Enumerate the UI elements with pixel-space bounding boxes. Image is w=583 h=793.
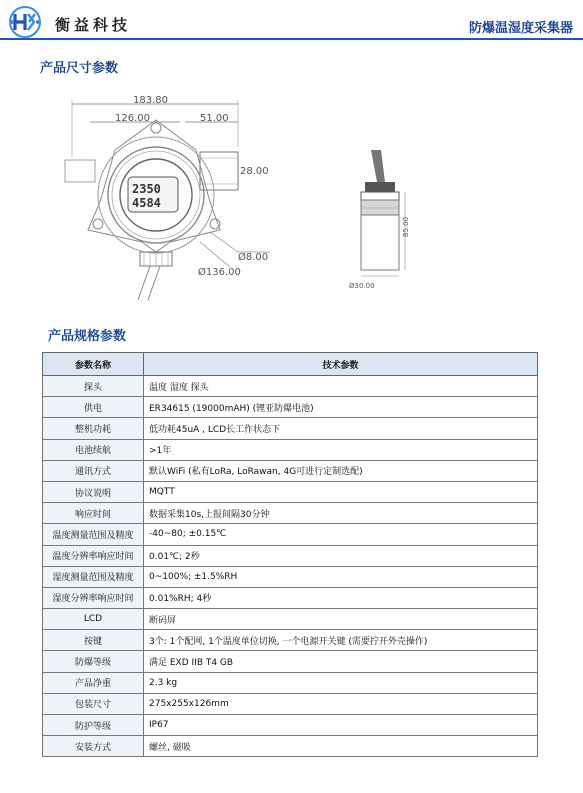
- spec-value: 0~100%; ±1.5%RH: [144, 566, 538, 587]
- table-row: [43, 736, 538, 757]
- table-row: [43, 693, 538, 714]
- spec-name: 协议说明: [43, 481, 144, 502]
- spec-value: >1年: [144, 439, 538, 460]
- spec-value: 数据采集10s,上报间隔30分钟: [144, 503, 538, 524]
- table-row: [43, 376, 538, 397]
- spec-value: 0.01%RH; 4秒: [144, 587, 538, 608]
- table-row: [43, 481, 538, 502]
- spec-value: 3个: 1个配网, 1个温度单位切换, 一个电源开关键 (需要拧开外壳操作): [144, 630, 538, 651]
- spec-value: MQTT: [144, 481, 538, 502]
- spec-value: 螺丝, 磁吸: [144, 736, 538, 757]
- page-header: [0, 0, 583, 40]
- spec-value: IP67: [144, 715, 538, 736]
- lcd-line-1: 2350: [132, 182, 161, 196]
- spec-name: 供电: [43, 397, 144, 418]
- spec-value: 默认WiFi (私有LoRa, LoRawan, 4G可进行定制选配): [144, 460, 538, 481]
- table-row: [43, 524, 538, 545]
- dim-side-height: 85.00: [402, 216, 410, 237]
- table-row: [43, 460, 538, 481]
- document-title: 防爆温湿度采集器: [468, 21, 573, 36]
- spec-name: 防护等级: [43, 715, 144, 736]
- side-view-drawing: [345, 142, 445, 302]
- spec-value: ER34615 (19000mAH) (锂亚防爆电池): [144, 397, 538, 418]
- table-row: [43, 397, 538, 418]
- spec-value: 0.01℃; 2秒: [144, 545, 538, 566]
- table-row: [43, 715, 538, 736]
- front-view-drawing: [60, 92, 320, 302]
- table-row: [43, 545, 538, 566]
- spec-name: 响应时间: [43, 503, 144, 524]
- spec-name: 产品净重: [43, 672, 144, 693]
- table-row: [43, 587, 538, 608]
- dim-probe-height: 28.00: [240, 166, 269, 177]
- spec-table-header: [43, 353, 538, 376]
- spec-name: 包装尺寸: [43, 693, 144, 714]
- section-title-spec: 产品规格参数: [48, 329, 127, 344]
- spec-name: 通讯方式: [43, 460, 144, 481]
- spec-value: 2.3 kg: [144, 672, 538, 693]
- spec-table: [42, 352, 538, 757]
- dim-total-width: 183.80: [133, 95, 168, 106]
- spec-value: 275x255x126mm: [144, 693, 538, 714]
- table-row: [43, 672, 538, 693]
- spec-name: 温度分辨率响应时间: [43, 545, 144, 566]
- table-row: [43, 630, 538, 651]
- header-param-value: 技术参数: [144, 353, 538, 376]
- dim-body-dia: Ø136.00: [198, 267, 241, 278]
- dim-side-dia: Ø30.00: [349, 282, 375, 290]
- spec-name: 按键: [43, 630, 144, 651]
- dim-body-width: 126.00: [115, 113, 150, 124]
- spec-name: LCD: [43, 609, 144, 630]
- spec-name: 温度测量范围及精度: [43, 524, 144, 545]
- spec-name: 整机功耗: [43, 418, 144, 439]
- spec-value: -40~80; ±0.15℃: [144, 524, 538, 545]
- spec-name: 电池续航: [43, 439, 144, 460]
- table-row: [43, 418, 538, 439]
- spec-name: 防爆等级: [43, 651, 144, 672]
- table-row: [43, 439, 538, 460]
- spec-name: 湿度测量范围及精度: [43, 566, 144, 587]
- spec-value: 温度 湿度 探头: [144, 376, 538, 397]
- header-param-name: 参数名称: [43, 353, 144, 376]
- table-row: [43, 609, 538, 630]
- header-divider: [0, 38, 583, 40]
- spec-name: 探头: [43, 376, 144, 397]
- spec-value: 低功耗45uA , LCD长工作状态下: [144, 418, 538, 439]
- spec-name: 安装方式: [43, 736, 144, 757]
- company-logo-icon: [8, 5, 42, 39]
- spec-value: 断码屏: [144, 609, 538, 630]
- dim-probe-length: 51.00: [200, 113, 229, 124]
- spec-value: 满足 EXD IIB T4 GB: [144, 651, 538, 672]
- table-row: [43, 651, 538, 672]
- dim-hole: Ø8.00: [238, 252, 269, 263]
- brand-name: 衡益科技: [55, 16, 132, 34]
- table-row: [43, 566, 538, 587]
- lcd-line-2: 4584: [132, 196, 161, 210]
- table-row: [43, 503, 538, 524]
- section-title-size: 产品尺寸参数: [40, 61, 119, 76]
- spec-name: 湿度分辨率响应时间: [43, 587, 144, 608]
